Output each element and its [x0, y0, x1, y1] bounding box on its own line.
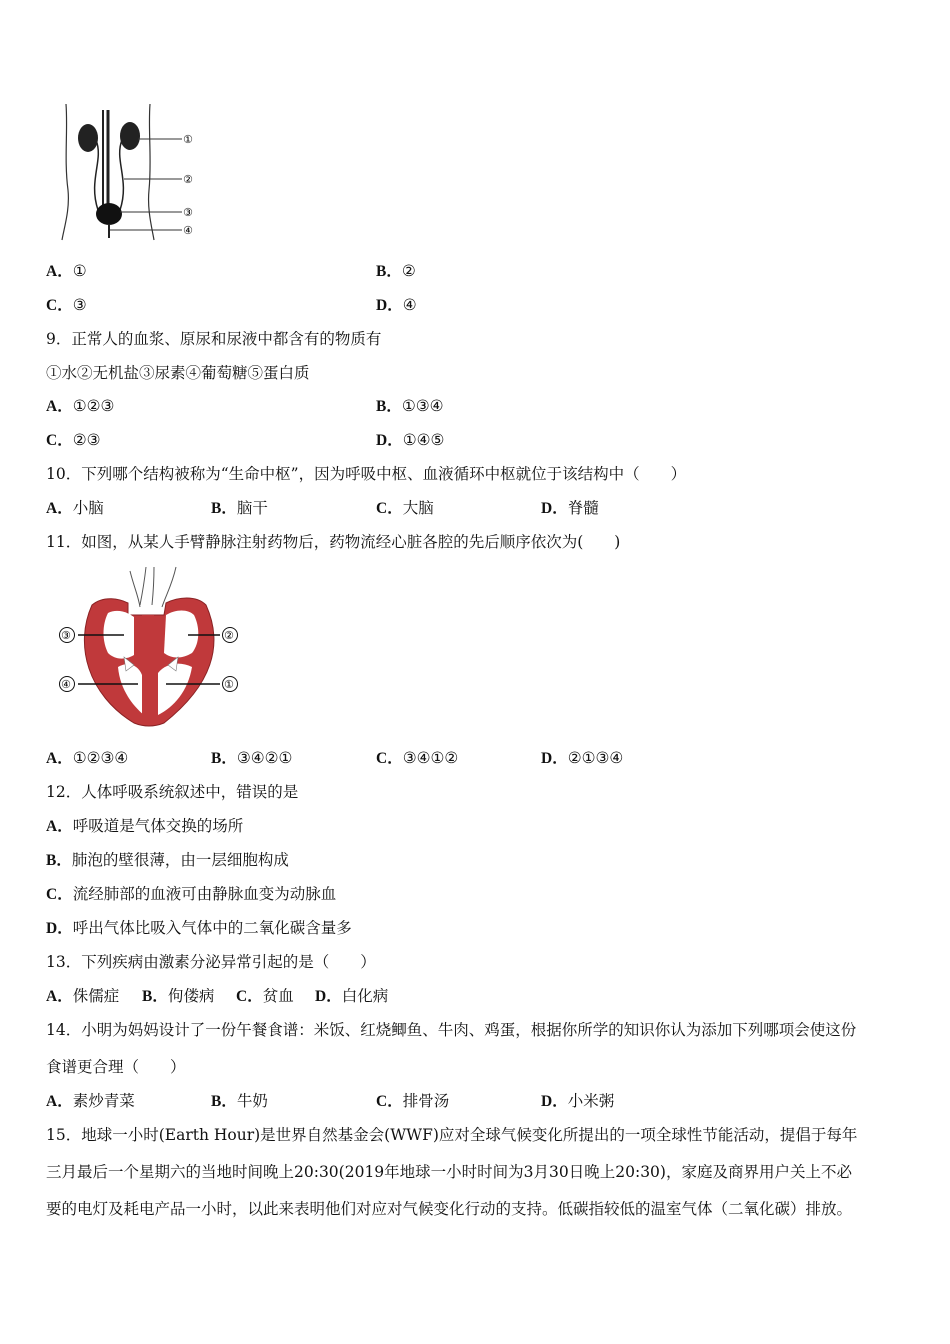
q11-option-b[interactable]: B．③④②①	[211, 749, 293, 767]
q9-stem: 9．正常人的血浆、原尿和尿液中都含有的物质有	[46, 330, 382, 348]
q12-option-b[interactable]: B．肺泡的壁很薄，由一层细胞构成	[46, 851, 289, 869]
q9-items: ①水②无机盐③尿素④葡萄糖⑤蛋白质	[46, 364, 310, 382]
q11-option-c[interactable]: C．③④①②	[376, 749, 459, 767]
heart-figure	[54, 565, 244, 727]
urinary-label-1: ①	[183, 133, 193, 146]
urinary-label-3: ③	[183, 206, 193, 219]
q14-option-d[interactable]: D．小米粥	[541, 1092, 615, 1110]
q14-option-a[interactable]: A．素炒青菜	[46, 1092, 135, 1110]
q10-option-b[interactable]: B．脑干	[211, 499, 268, 517]
q14-option-b[interactable]: B．牛奶	[211, 1092, 268, 1110]
q15-line1: 15．地球一小时(Earth Hour)是世界自然基金会(WWF)应对全球气候变化所提出的一项全球性节能活动，提倡于每年	[46, 1126, 858, 1144]
q14-stem-line1: 14．小明为妈妈设计了一份午餐食谱：米饭、红烧鲫鱼、牛肉、鸡蛋，根据你所学的知识你认为添加下列哪项会使这份	[46, 1021, 857, 1039]
q9-option-a[interactable]: A．①②③	[46, 397, 115, 415]
heart-label-2: ②	[224, 629, 234, 642]
q8-option-a[interactable]: A．①	[46, 262, 87, 280]
q11-stem: 11．如图，从某人手臂静脉注射药物后，药物流经心脏各腔的先后顺序依次为( )	[46, 533, 621, 551]
heart-label-4: ④	[61, 678, 71, 691]
q8-option-c[interactable]: C．③	[46, 296, 87, 314]
q15-line3: 要的电灯及耗电产品一小时，以此来表明他们对应对气候变化行动的支持。低碳指较低的温室气体（二氧化碳）排放。	[46, 1200, 853, 1218]
q11-option-a[interactable]: A．①②③④	[46, 749, 129, 767]
q13-option-c[interactable]: C．贫血	[236, 987, 294, 1005]
q8-option-d[interactable]: D．④	[376, 296, 417, 314]
q11-option-d[interactable]: D．②①③④	[541, 749, 624, 767]
q10-option-d[interactable]: D．脊髓	[541, 499, 599, 517]
q13-option-b[interactable]: B．佝偻病	[142, 987, 215, 1005]
q10-stem: 10．下列哪个结构被称为“生命中枢”，因为呼吸中枢、血液循环中枢就位于该结构中（ ）	[46, 465, 687, 483]
q10-option-a[interactable]: A．小脑	[46, 499, 104, 517]
heart-label-1: ①	[224, 678, 234, 691]
q12-option-c[interactable]: C．流经肺部的血液可由静脉血变为动脉血	[46, 885, 337, 903]
q13-stem: 13．下列疾病由激素分泌异常引起的是（ ）	[46, 953, 376, 971]
q9-option-b[interactable]: B．①③④	[376, 397, 444, 415]
q12-stem: 12．人体呼吸系统叙述中，错误的是	[46, 783, 299, 801]
urinary-system-figure	[58, 100, 208, 242]
heart-label-3: ③	[61, 629, 71, 642]
q12-option-d[interactable]: D．呼出气体比吸入气体中的二氧化碳含量多	[46, 919, 352, 937]
q14-option-c[interactable]: C．排骨汤	[376, 1092, 450, 1110]
q9-option-d[interactable]: D．①④⑤	[376, 431, 445, 449]
q12-option-a[interactable]: A．呼吸道是气体交换的场所	[46, 817, 244, 835]
q9-option-c[interactable]: C．②③	[46, 431, 101, 449]
q13-option-d[interactable]: D．白化病	[315, 987, 389, 1005]
q15-line2: 三月最后一个星期六的当地时间晚上20:30(2019年地球一小时时间为3月30日晚上20:30)，家庭及商界用户关上不必	[46, 1163, 852, 1181]
q13-option-a[interactable]: A．侏儒症	[46, 987, 120, 1005]
urinary-label-2: ②	[183, 173, 193, 186]
urinary-label-4: ④	[183, 224, 193, 237]
q10-option-c[interactable]: C．大脑	[376, 499, 434, 517]
q8-option-b[interactable]: B．②	[376, 262, 416, 280]
q14-stem-line2: 食谱更合理（ ）	[46, 1058, 186, 1076]
